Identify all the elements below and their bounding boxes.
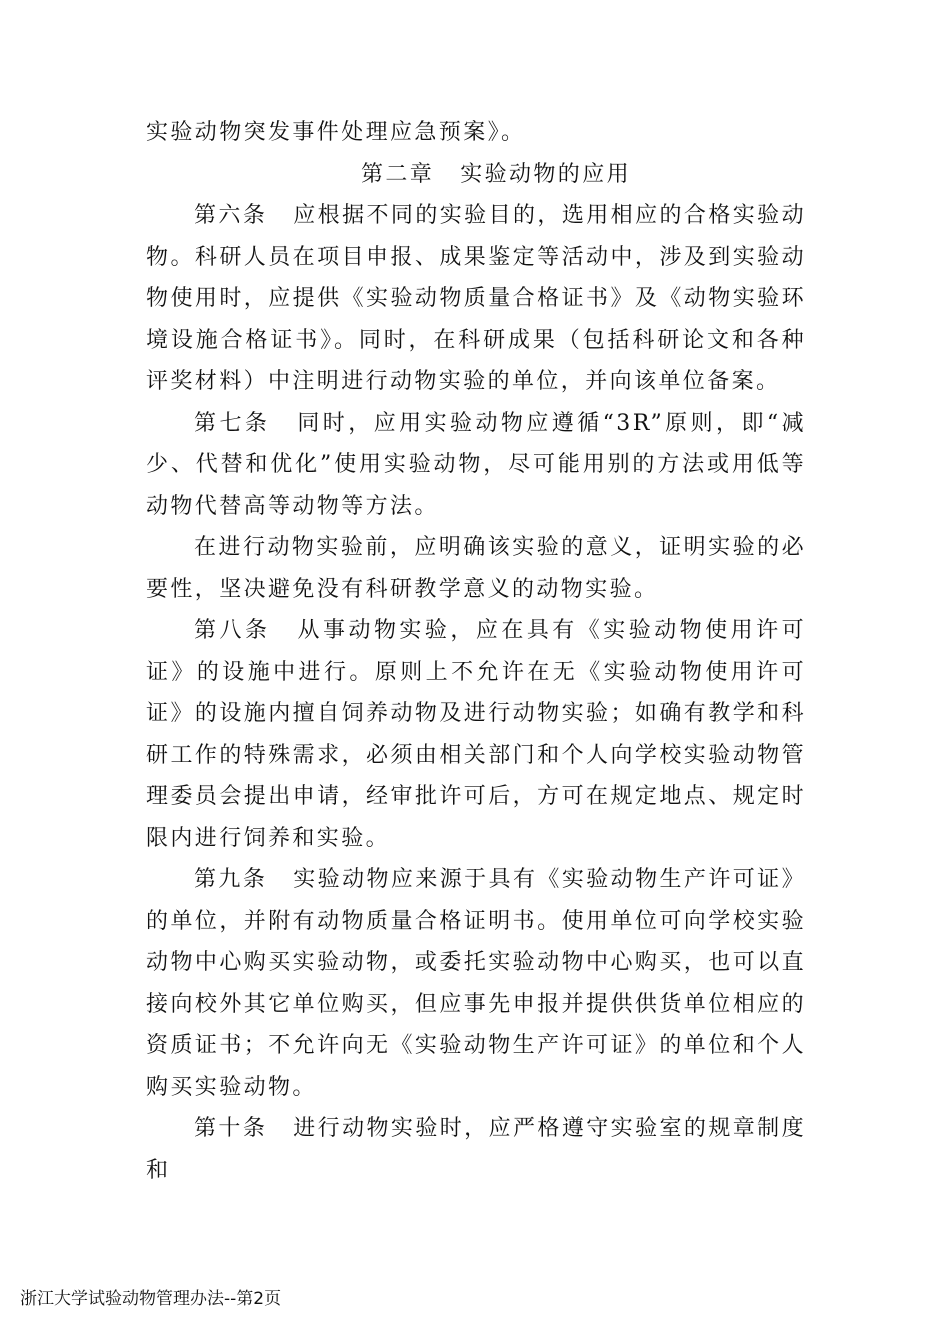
article-text: 进行动物实验时，应严格遵守实验室的规章制度和	[146, 1116, 806, 1183]
article-10	[146, 1108, 806, 1191]
article-label: 第九条	[194, 867, 268, 892]
article-9	[146, 859, 806, 1108]
chapter-title: 实验动物的应用	[460, 161, 631, 187]
article-7	[146, 403, 806, 528]
article-text: 同时，应用实验动物应遵循“3R”原则，即“减少、代替和优化”使用实验动物，尽可能用别的方法或用低等动物代替高等动物等方法。	[146, 410, 806, 519]
article-text: 从事动物实验，应在具有《实验动物使用许可证》的设施中进行。原则上不允许在无《实验动物使用许可证》的设施内擅自饲养动物及进行动物实验；如确有教学和科研工作的特殊需求，必须由相关部门和个人向学校实验动物管理委员会提出申请，经审批许可后，方可在规定地点、规定时限内进行饲养和实验。	[146, 618, 806, 851]
article-7-paragraph-2	[146, 527, 806, 610]
article-label: 第十条	[194, 1116, 268, 1141]
article-text: 在进行动物实验前，应明确该实验的意义，证明实验的必要性，坚决避免没有科研教学意义的动物实验。	[146, 535, 806, 602]
page-footer: 浙江大学试验动物管理办法--第2页	[20, 1289, 282, 1309]
article-8	[146, 610, 806, 859]
article-6	[146, 195, 806, 403]
lead-line: 实验动物突发事件处理应急预案》。	[146, 120, 526, 145]
article-text: 实验动物应来源于具有《实验动物生产许可证》的单位，并附有动物质量合格证明书。使用单位可向学校实验动物中心购买实验动物，或委托实验动物中心购买，也可以直接向校外其它单位购买，但应事先申报并提供供货单位相应的资质证书；不允许向无《实验动物生产许可证》的单位和个人购买实验动物。	[146, 867, 806, 1100]
article-label: 第六条	[194, 203, 268, 228]
article-label: 第八条	[194, 618, 271, 643]
chapter-number: 第二章	[360, 161, 435, 187]
document-body	[146, 112, 806, 1191]
chapter-heading	[146, 154, 806, 196]
article-label: 第七条	[194, 410, 271, 436]
article-text: 应根据不同的实验目的，选用相应的合格实验动物。科研人员在项目申报、成果鉴定等活动中，涉及到实验动物使用时，应提供《实验动物质量合格证书》及《动物实验环境设施合格证书》。同时，在科研成果（包括科研论文和各种评奖材料）中注明进行动物实验的单位，并向该单位备案。	[146, 203, 806, 394]
